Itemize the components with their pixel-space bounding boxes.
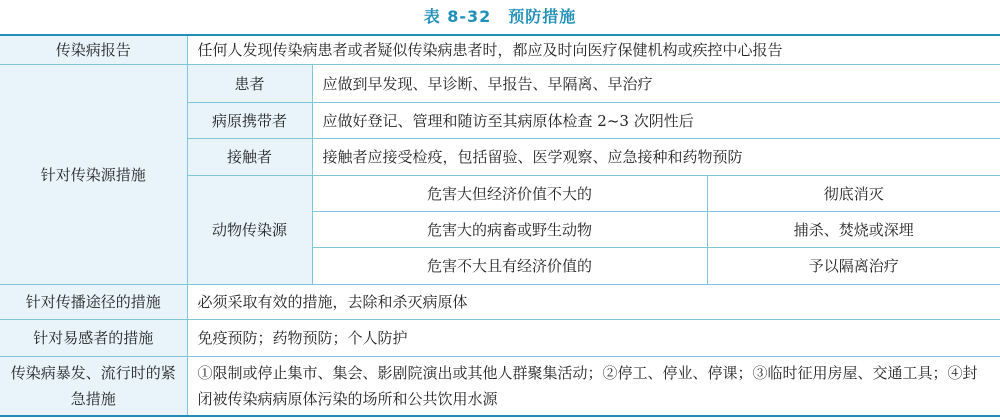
sub-content-carrier: 应做好登记、管理和随访至其病原体检查 2~3 次阴性后 (312, 102, 1000, 138)
row-label-report: 传染病报告 (0, 35, 187, 64)
prevention-measures-table (0, 34, 1000, 417)
animal-condition-1: 危害大但经济价值不大的 (312, 175, 707, 211)
sub-label-animal: 动物传染源 (187, 175, 312, 284)
sub-label-patient: 患者 (187, 64, 312, 102)
sub-content-contact: 接触者应接受检疫，包括留验、医学观察、应急接种和药物预防 (312, 138, 1000, 175)
sub-content-patient: 应做到早发现、早诊断、早报告、早隔离、早治疗 (312, 64, 1000, 102)
animal-measure-1: 彻底消灭 (707, 175, 1000, 211)
table-row (0, 319, 1000, 356)
row-label-source: 针对传染源措施 (0, 64, 187, 284)
animal-condition-3: 危害不大且有经济价值的 (312, 247, 707, 284)
table-row (0, 284, 1000, 319)
row-label-route: 针对传播途径的措施 (0, 284, 187, 319)
animal-measure-2: 捕杀、焚烧或深埋 (707, 211, 1000, 247)
row-content-route: 必须采取有效的措施，去除和杀灭病原体 (187, 284, 1000, 319)
sub-label-contact: 接触者 (187, 138, 312, 175)
table-row (0, 356, 1000, 416)
animal-measure-3: 予以隔离治疗 (707, 247, 1000, 284)
table-row (0, 35, 1000, 64)
table-title: 表 8-32 预防措施 (423, 7, 577, 26)
row-content-susceptible: 免疫预防；药物预防；个人防护 (187, 319, 1000, 356)
row-content-report: 任何人发现传染病患者或者疑似传染病患者时，都应及时向医疗保健机构或疾控中心报告 (187, 35, 1000, 64)
animal-condition-2: 危害大的病畜或野生动物 (312, 211, 707, 247)
row-content-emergency: ①限制或停止集市、集会、影剧院演出或其他人群聚集活动；②停工、停业、停课；③临时征用房屋、交通工具；④封闭被传染病病原体污染的场所和公共饮用水源 (187, 356, 1000, 416)
row-label-emergency: 传染病暴发、流行时的紧急措施 (0, 356, 187, 416)
row-label-susceptible: 针对易感者的措施 (0, 319, 187, 356)
sub-label-carrier: 病原携带者 (187, 102, 312, 138)
table-row (0, 64, 1000, 102)
